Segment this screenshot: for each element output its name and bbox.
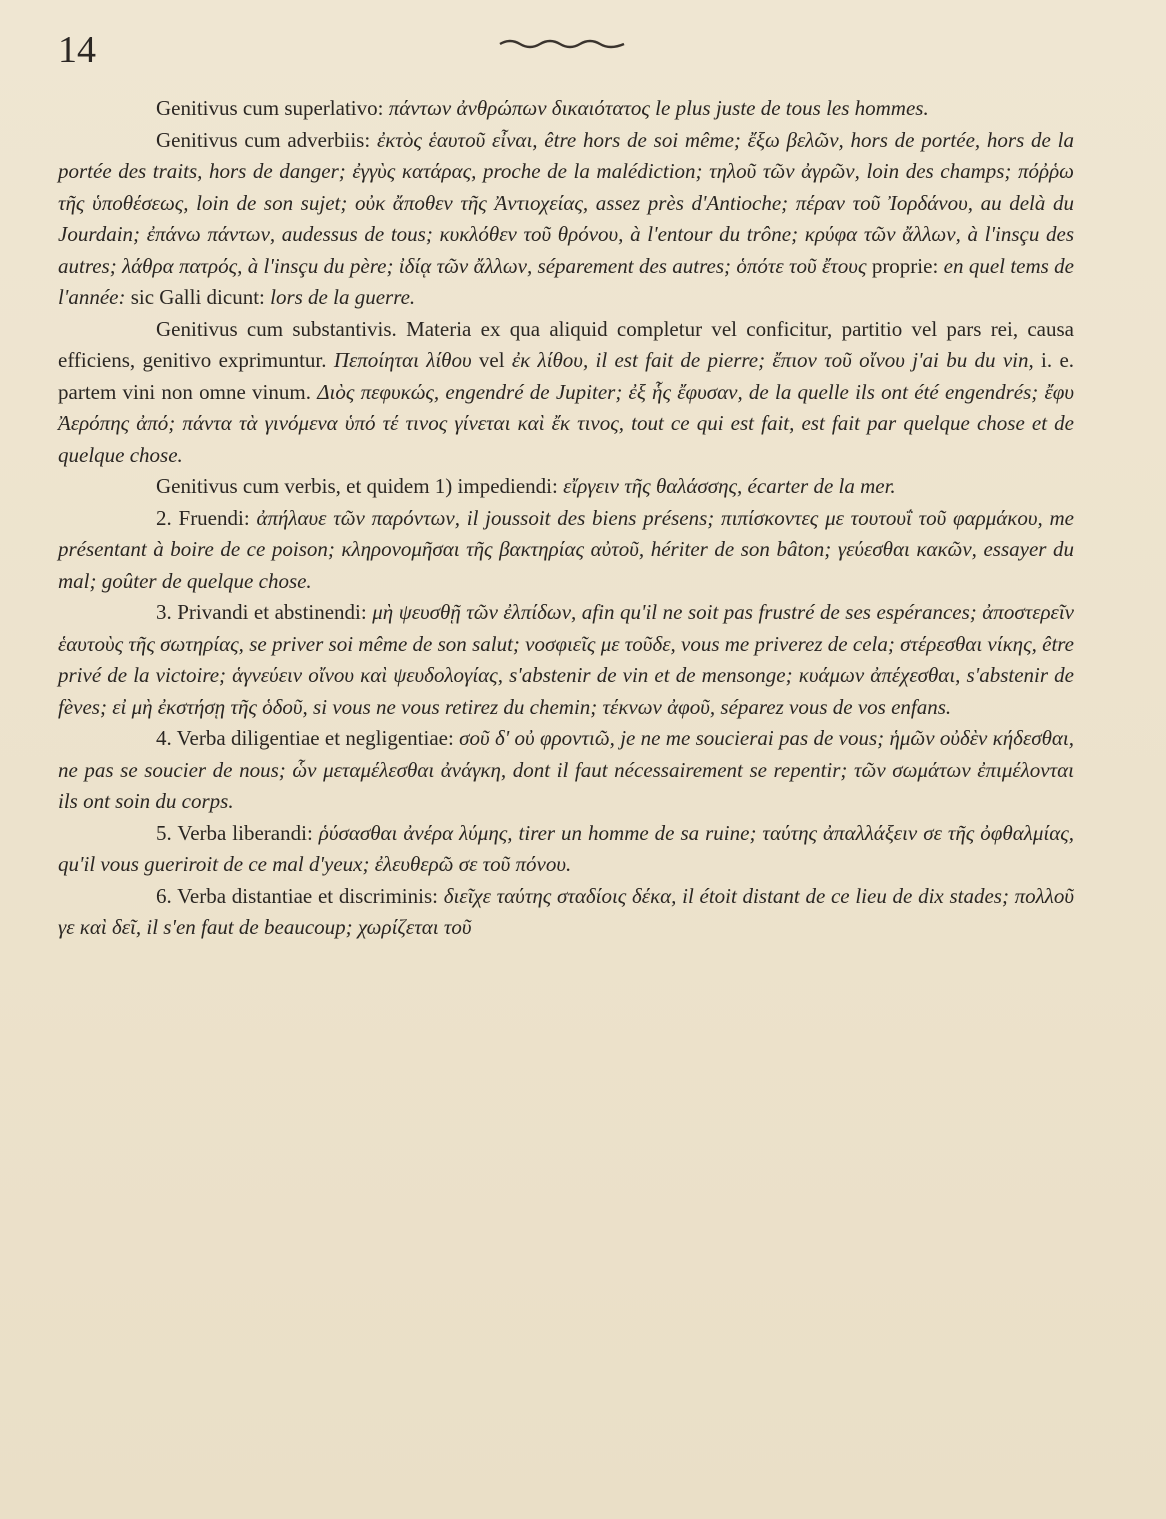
italic-text: Διὸς πεφυκώς, engendré de Jupiter; ἐξ ἧς ἔφυσαν, de la quelle ils ont été engendrés; ἔφυ Ἀερόπης ἀπό; πάντα τὰ γινόμενα ὑπό τέ τινος γίνεται καὶ ἔκ τινος, tout ce qui est fait, est fait par quelque chose et de quelque chose. xyxy=(58,379,1075,467)
roman-text: 5. Verba liberandi: xyxy=(156,820,319,845)
roman-text: proprie: xyxy=(866,253,944,278)
roman-text: 4. Verba diligentiae et negligentiae: xyxy=(156,726,460,750)
header-ornament xyxy=(498,32,628,52)
body-text xyxy=(58,93,1074,944)
paragraph xyxy=(58,471,1074,503)
roman-text: 2. Fruendi: xyxy=(156,505,257,530)
roman-text: sic Galli dicunt: xyxy=(125,285,271,309)
roman-text: vel xyxy=(471,348,512,372)
italic-text: lors de la guerre. xyxy=(270,285,416,309)
paragraph xyxy=(58,881,1074,944)
italic-text: ῥύσασθαι ἀνέρα λύμης, tirer un homme de sa ruine; ταύτης ἀπαλλάξειν σε τῆς ὀφθαλμίας, qu'il vous gueriroit de ce mal d'yeux; ἐλευθερῶ σε τοῦ πόνου. xyxy=(58,820,1074,876)
paragraph xyxy=(58,818,1074,881)
roman-text: i. e. partem vini non omne vinum. xyxy=(58,348,1075,404)
italic-text: διεῖχε ταύτης σταδίοις δέκα, il étoit distant de ce lieu de dix stades; πολλοῦ γε καὶ δεῖ, il s'en faut de beaucoup; χωρίζεται τοῦ xyxy=(58,883,1074,939)
italic-text: σοῦ δ' οὐ φροντιῶ, je ne me soucierai pas de vous; ἡμῶν οὐδὲν κήδεσθαι, ne pas se soucier de nous; ὧν μεταμέλεσθαι ἀνάγκη, dont il faut nécessairement se repentir; τῶν σωμάτων ἐπιμέλονται ils ont soin du corps. xyxy=(58,726,1074,813)
paragraph xyxy=(58,723,1074,818)
roman-text: Genitivus cum substantivis. Materia ex qua aliquid completur vel conficitur, partitio vel pars rei, causa efficiens, genitivo exprimuntur. xyxy=(58,316,1074,372)
italic-text: Πεποίηται λίθου xyxy=(333,348,472,372)
roman-text: 6. Verba distantiae et discriminis: xyxy=(156,883,444,908)
page-number: 14 xyxy=(58,29,96,71)
italic-text: μὴ ψευσθῇ τῶν ἐλπίδων, afin qu'il ne soit pas frustré de ses espérances; ἀποστερεῖν ἑαυτοὺς τῆς σωτηρίας, se priver soi même de son salut; νοσφιεῖς με τοῦδε, vous me priverez de cela; στέρεσθαι νίκης, être privé de la victoire; ἁγνεύειν οἴνου καὶ ψευδολογίας, s'abstenir de vin et de mensonge; κυάμων ἀπέχεσθαι, s'abstenir de fèves; εἰ μὴ ἐκστήσῃ τῆς ὁδοῦ, si vous ne vous retirez du chemin; τέκνων ἀφοῦ, séparez vous de vos enfans. xyxy=(58,600,1074,719)
italic-text: ἀπήλαυε τῶν παρόντων, il joussoit des biens présens; πιπίσκοντες με τουτουΐ τοῦ φαρμάκου, me présentant à boire de ce poison; κληρονομῆσαι τῆς βακτηρίας αὐτοῦ, hériter de son bâton; γεύεσθαι κακῶν, essayer du mal; goûter de quelque chose. xyxy=(58,505,1074,593)
italic-text: en quel tems de l'année: xyxy=(58,253,1074,309)
roman-text: Genitivus cum adverbiis: xyxy=(156,127,377,152)
paragraph xyxy=(58,314,1074,472)
paragraph xyxy=(58,125,1074,314)
roman-text: 3. Privandi et abstinendi: xyxy=(156,600,373,624)
page-header xyxy=(58,28,1108,78)
italic-text: ἐκ λίθου, il est fait de pierre; ἔπιον τοῦ οἴνου j'ai bu du vin, xyxy=(511,348,1034,372)
italic-text: εἴργειν τῆς θαλάσσης, écarter de la mer. xyxy=(563,474,896,498)
roman-text: Genitivus cum superlativo: xyxy=(156,96,389,120)
paragraph xyxy=(58,503,1074,598)
paragraph xyxy=(58,93,1074,125)
paragraph xyxy=(58,597,1074,723)
italic-text: ἐκτὸς ἑαυτοῦ εἶναι, être hors de soi même; ἔξω βελῶν, hors de portée, hors de la portée des traits, hors de danger; ἐγγὺς κατάρας, proche de la malédiction; τηλοῦ τῶν ἀγρῶν, loin des champs; πόῤῥω τῆς ὑποθέσεως, loin de son sujet; οὐκ ἄποθεν τῆς Ἀντιοχείας, assez près d'Antioche; πέραν τοῦ Ἰορδάνου, au delà du Jourdain; ἐπάνω πάντων, audessus de tous; κυκλόθεν τοῦ θρόνου, à l'entour du trône; κρύφα τῶν ἄλλων, à l'insçu des autres; λάθρα πατρός, à l'insçu du père; ἰδίᾳ τῶν ἄλλων, séparement des autres; ὁπότε τοῦ ἔτους xyxy=(58,127,1074,278)
roman-text: Genitivus cum verbis, et quidem 1) impediendi: xyxy=(156,474,564,498)
italic-text: πάντων ἀνθρώπων δικαιότατος le plus juste de tous les hommes. xyxy=(388,96,929,120)
